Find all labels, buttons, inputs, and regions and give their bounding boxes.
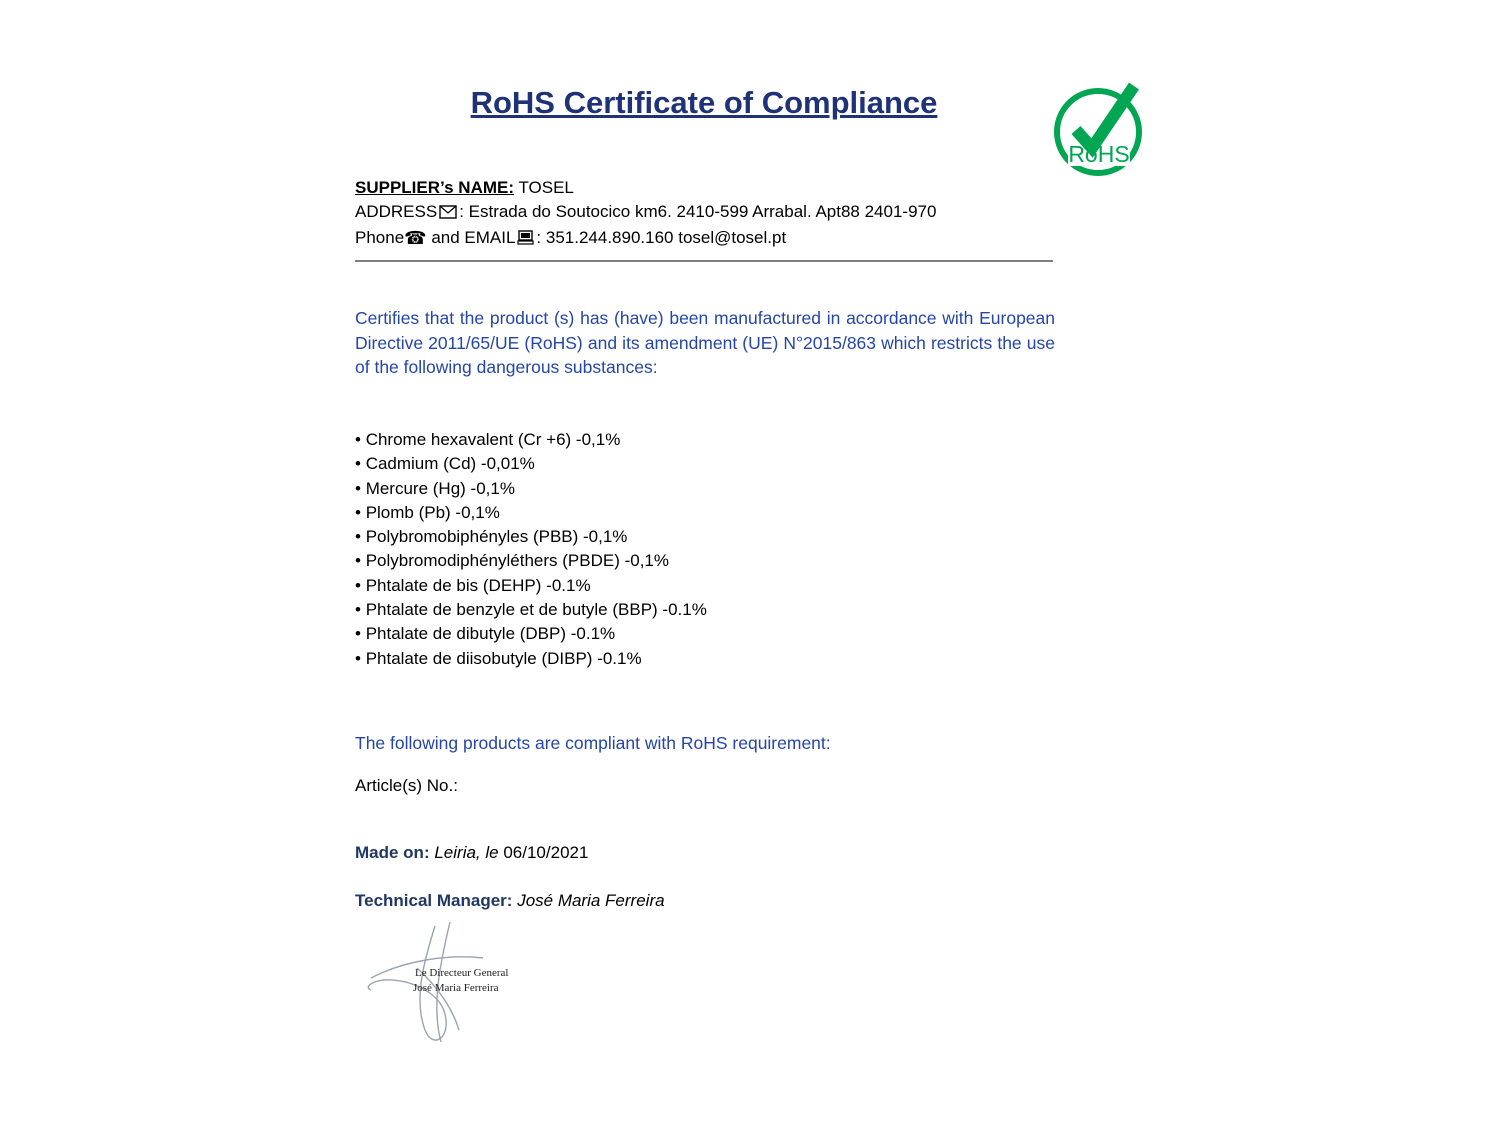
phone-label: Phone — [355, 228, 405, 247]
manager-value: José Maria Ferreira — [517, 891, 665, 910]
substance-item: • Phtalate de diisobutyle (DIBP) -0.1% — [355, 647, 1055, 671]
rohs-logo — [1050, 80, 1150, 188]
substance-item: • Polybromodiphényléthers (PBDE) -0,1% — [355, 549, 1055, 573]
address-label: ADDRESS — [355, 202, 438, 221]
divider-line — [355, 260, 1053, 262]
substance-item: • Phtalate de benzyle et de butyle (BBP) -0.1% — [355, 598, 1055, 622]
email-label: and EMAIL — [426, 228, 516, 247]
address-value: : Estrada do Soutocico km6. 2410-599 Arrabal. Apt88 2401-970 — [459, 202, 937, 221]
contact-value: : 351.244.890.160 tosel@tosel.pt — [536, 228, 787, 247]
supplier-name-value: TOSEL — [518, 178, 574, 197]
substance-item: • Mercure (Hg) -0,1% — [355, 477, 1055, 501]
substance-item: • Cadmium (Cd) -0,01% — [355, 452, 1055, 476]
made-on-row — [355, 843, 1055, 863]
substances-list — [355, 428, 1055, 671]
computer-icon — [517, 228, 534, 252]
envelope-icon — [439, 202, 457, 226]
manager-label: Technical Manager: — [355, 891, 513, 910]
manager-row — [355, 891, 1055, 911]
rohs-logo-graphic — [1050, 80, 1150, 188]
signature-line2: José Maria Ferreira — [413, 982, 499, 994]
substance-item: • Plomb (Pb) -0,1% — [355, 501, 1055, 525]
made-on-date: 06/10/2021 — [503, 843, 589, 862]
page-title: RoHS Certificate of Compliance — [470, 85, 938, 120]
signature-graphic — [355, 918, 575, 1058]
substance-item: • Phtalate de bis (DEHP) -0.1% — [355, 574, 1055, 598]
made-on-place: Leiria, le — [434, 843, 499, 862]
signature-line1: Le Directeur General — [415, 967, 509, 979]
substance-item: • Phtalate de dibutyle (DBP) -0.1% — [355, 622, 1055, 646]
substance-item: • Chrome hexavalent (Cr +6) -0,1% — [355, 428, 1055, 452]
supplier-contact-row — [355, 226, 1055, 252]
compliance-line: The following products are compliant with RoHS requirement: — [355, 733, 831, 753]
article-line: Article(s) No.: — [355, 776, 458, 795]
signature-block — [355, 918, 575, 1058]
made-on-label: Made on: — [355, 843, 430, 862]
supplier-address-row — [355, 200, 1055, 226]
substance-item: • Polybromobiphényles (PBB) -0,1% — [355, 525, 1055, 549]
supplier-name-row — [355, 176, 1055, 200]
logo-label: RoHS — [1068, 141, 1130, 167]
certify-paragraph: Certifies that the product (s) has (have) been manufactured in accordance with European Directive 2011/65/UE (RoHS) and its amendment (UE) N°2015/863 which restricts the use of the following dangerous substances: — [355, 308, 1055, 377]
supplier-name-label: SUPPLIER’s NAME: — [355, 178, 515, 197]
supplier-block — [355, 176, 1055, 252]
phone-icon: ☎ — [404, 228, 427, 248]
